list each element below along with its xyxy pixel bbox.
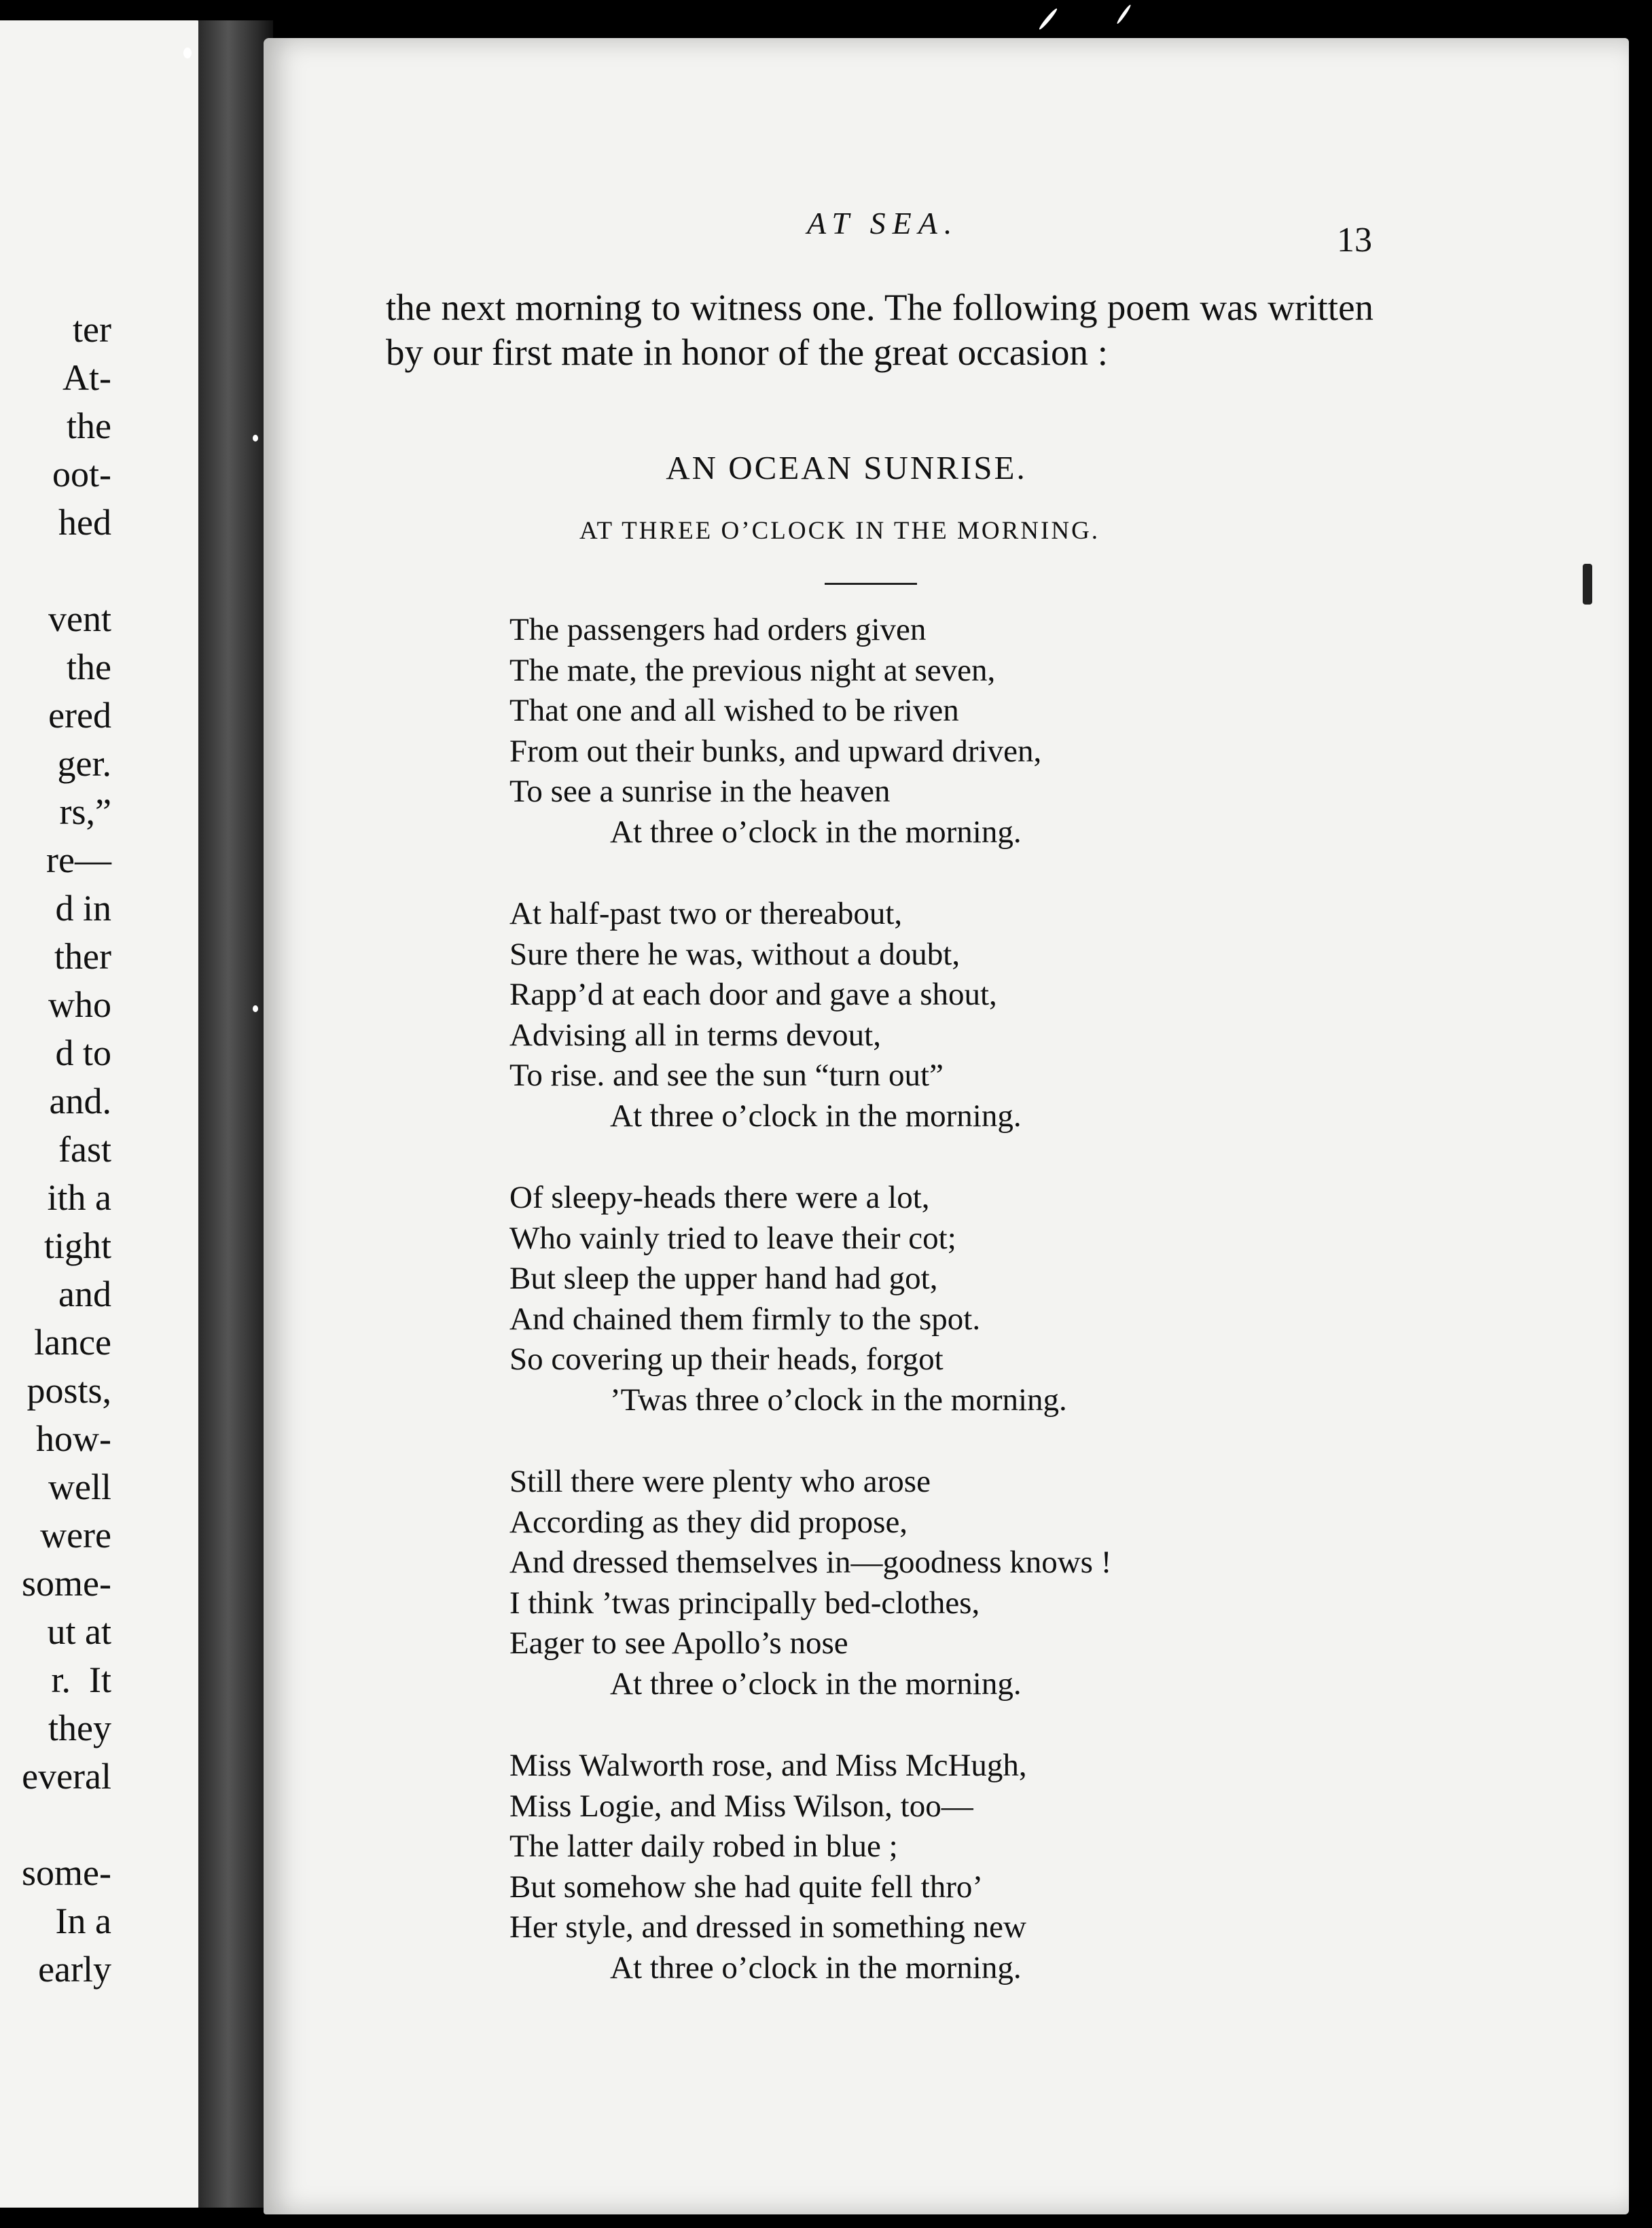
poem-subtitle: AT THREE O’CLOCK IN THE MORNING. xyxy=(579,517,1100,545)
left-page-line: lance xyxy=(34,1322,111,1363)
left-page-line: d in xyxy=(55,888,111,929)
left-page-line: they xyxy=(48,1708,111,1748)
poem-line: But sleep the upper hand had got, xyxy=(509,1261,938,1296)
left-page-line: were xyxy=(40,1515,111,1556)
poem-line: Advising all in terms devout, xyxy=(509,1017,881,1053)
left-page-line: ith a xyxy=(47,1177,111,1218)
poem-line: Sure there he was, without a doubt, xyxy=(509,936,960,972)
poem-line: Miss Logie, and Miss Wilson, too— xyxy=(509,1788,973,1824)
scan-speck xyxy=(183,48,192,58)
left-facing-page xyxy=(0,20,204,2208)
poem-line: The passengers had orders given xyxy=(509,612,927,647)
poem-body xyxy=(509,610,1393,2030)
left-page-line: fast xyxy=(58,1129,111,1170)
left-page-gap xyxy=(0,1801,111,1849)
left-page-line: d to xyxy=(55,1032,111,1073)
left-page-line: ut at xyxy=(47,1611,111,1652)
left-page-line: hed xyxy=(58,502,111,543)
book-spine-shadow xyxy=(198,20,273,2208)
poem-refrain: At three o’clock in the morning. xyxy=(610,814,1022,850)
poem-line: And dressed themselves in—goodness knows ! xyxy=(509,1545,1112,1580)
left-page-line: ered xyxy=(48,695,111,736)
poem-refrain: At three o’clock in the morning. xyxy=(610,1666,1022,1702)
left-page-line: In a xyxy=(55,1901,111,1941)
poem-line: Still there were plenty who arose xyxy=(509,1464,931,1499)
scan-speck xyxy=(253,435,258,442)
running-head: AT SEA. xyxy=(807,206,959,240)
left-page-line: ther xyxy=(54,936,111,977)
poem-title: AN OCEAN SUNRISE. xyxy=(666,449,1027,486)
poem-refrain: At three o’clock in the morning. xyxy=(610,1950,1022,1986)
poem-refrain: At three o’clock in the morning. xyxy=(610,1098,1022,1134)
poem-stanza xyxy=(509,610,1393,852)
poem-refrain: ’Twas three o’clock in the morning. xyxy=(610,1382,1067,1418)
intro-paragraph: the next morning to witness one. The following poem was written by our first mate in honor of the great occasion : xyxy=(386,287,1373,373)
poem-line: From out their bunks, and upward driven, xyxy=(509,733,1042,769)
left-page-line: At- xyxy=(62,357,111,398)
left-page-line: re— xyxy=(46,840,111,880)
poem-line: Her style, and dressed in something new xyxy=(509,1909,1026,1945)
poem-stanza xyxy=(509,1746,1393,1988)
poem-stanza xyxy=(509,1462,1393,1704)
left-page-line: r. It xyxy=(51,1659,111,1700)
poem-line: According as they did propose, xyxy=(509,1504,908,1540)
poem-line: Who vainly tried to leave their cot; xyxy=(509,1220,956,1256)
poem-line: But somehow she had quite fell thro’ xyxy=(509,1869,984,1905)
poem-line: Rapp’d at each door and gave a shout, xyxy=(509,977,997,1012)
left-page-text xyxy=(0,306,111,1994)
left-page-gap xyxy=(0,547,111,595)
left-page-line: posts, xyxy=(26,1370,111,1411)
left-page-line: well xyxy=(48,1467,111,1507)
left-page-line: vent xyxy=(48,598,111,639)
left-page-line: the xyxy=(67,406,111,446)
poem-line: At half-past two or thereabout, xyxy=(509,896,903,931)
left-page-line: who xyxy=(48,984,111,1025)
poem-line: And chained them firmly to the spot. xyxy=(509,1301,981,1337)
left-page-line: and. xyxy=(49,1081,111,1121)
left-page-line: oot- xyxy=(52,454,111,495)
left-page-line: ger. xyxy=(57,743,111,784)
left-page-line: and xyxy=(58,1274,111,1314)
poem-line: The latter daily robed in blue ; xyxy=(509,1829,898,1864)
poem-line: The mate, the previous night at seven, xyxy=(509,652,996,688)
poem-line: Of sleepy-heads there were a lot, xyxy=(509,1180,930,1215)
poem-line: That one and all wished to be riven xyxy=(509,693,959,728)
left-page-line: some- xyxy=(22,1563,111,1604)
poem-line: So covering up their heads, forgot xyxy=(509,1342,944,1377)
poem-stanza xyxy=(509,1178,1393,1420)
left-page-line: some- xyxy=(22,1852,111,1893)
left-page-line: rs,” xyxy=(59,791,111,832)
left-page-line: ter xyxy=(73,309,111,350)
left-page-line: early xyxy=(38,1949,111,1990)
scan-speck xyxy=(1583,564,1592,605)
poem-line: To rise. and see the sun “turn out” xyxy=(509,1058,944,1093)
title-rule xyxy=(825,583,917,585)
poem-line: I think ’twas principally bed-clothes, xyxy=(509,1585,980,1621)
poem-stanza xyxy=(509,894,1393,1136)
poem-line: Eager to see Apollo’s nose xyxy=(509,1625,848,1661)
page-number: 13 xyxy=(1337,221,1372,259)
poem-line: To see a sunrise in the heaven xyxy=(509,774,891,809)
left-page-line: tight xyxy=(43,1225,111,1266)
scan-speck xyxy=(253,1005,258,1012)
left-page-line: everal xyxy=(22,1756,111,1797)
poem-line: Miss Walworth rose, and Miss McHugh, xyxy=(509,1748,1027,1783)
left-page-line: how- xyxy=(36,1418,111,1459)
left-page-line: the xyxy=(67,647,111,687)
